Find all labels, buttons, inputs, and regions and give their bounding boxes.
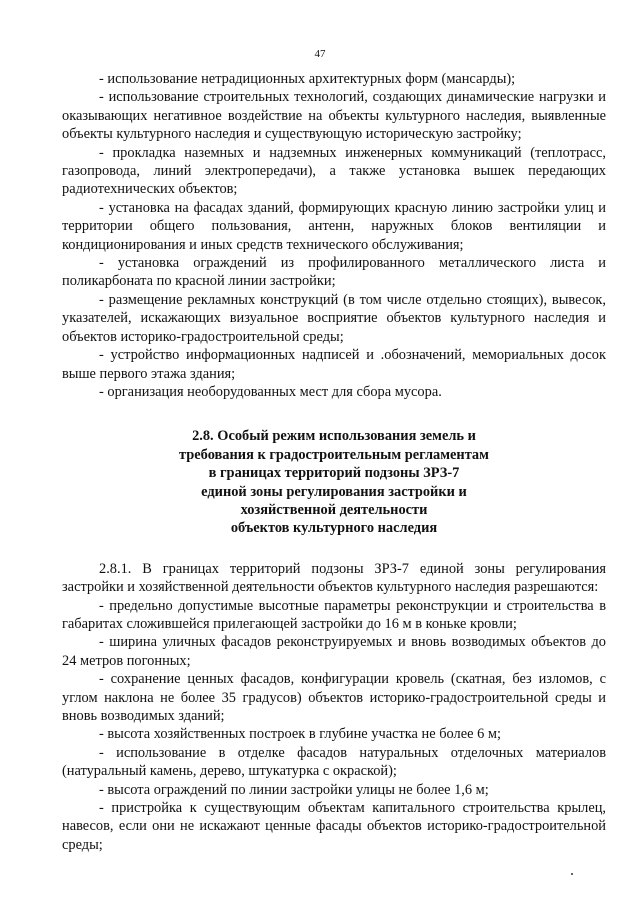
section-heading-line: хозяйственной деятельности — [240, 501, 428, 518]
list-item: - использование в отделке фасадов натуральных отделочных материалов (натуральный камень, дерево, штукатурка с окраской); — [62, 744, 606, 780]
list-item: - высота хозяйственных построек в глубине участка не более 6 м; — [99, 726, 502, 743]
section-heading-line: объектов культурного наследия — [230, 520, 438, 537]
list-item: - сохранение ценных фасадов, конфигурации кровель (скатная, без изломов, с углом наклона не более 35 градусов) объектов историко-градостроительной среды и вновь возводимых зданий; — [62, 671, 606, 724]
list-item: - размещение рекламных конструкций (в том числе отдельно стоящих), вывесок, указателей, искажающих визуальное восприятие объектов культурного наследия и объектов историко-градостроительной среды; — [62, 291, 606, 345]
list-item: - высота ограждений по линии застройки улицы не более 1,6 м; — [99, 781, 489, 798]
scan-speck — [571, 873, 573, 875]
page-number: 47 — [314, 48, 326, 60]
list-item: - организация необорудованных мест для сбора мусора. — [99, 383, 442, 400]
list-item: - ширина уличных фасадов реконструируемых и вновь возводимых объектов до 24 метров погонных; — [62, 634, 606, 669]
list-item: - установка ограждений из профилированного металлического листа и поликарбоната по красной линии застройки; — [62, 255, 606, 290]
list-item: - использование нетрадиционных архитектурных форм (мансарды); — [99, 71, 516, 87]
section-heading-line: требования к градостроительным регламентам — [179, 446, 489, 463]
clause-intro: 2.8.1. В границах территорий подзоны ЗРЗ-7 единой зоны регулирования застройки и хозяйственной деятельности объектов культурного наследия разрешаются: — [62, 560, 606, 596]
section-heading-line: в границах территорий подзоны ЗРЗ-7 — [208, 465, 460, 482]
section-heading-line: единой зоны регулирования застройки и — [201, 483, 467, 500]
list-item: - пристройка к существующим объектам капитального строительства крылец, навесов, если они не искажают ценные фасады объектов историко-градостроительной среды; — [62, 800, 606, 853]
list-item: - устройство информационных надписей и .обозначений, мемориальных досок выше первого этажа здания; — [62, 347, 606, 382]
list-item: - прокладка наземных и надземных инженерных коммуникаций (теплотрасс, газопровода, линий электропередачи), а также установка вышек передающих радиотехнических объектов; — [62, 144, 606, 198]
section-heading — [62, 427, 606, 537]
list-item: - использование строительных технологий, создающих динамические нагрузки и оказывающих негативное воздействие на объекты культурного наследия, выявленные объекты культурного наследия и существующую историческую застройку; — [62, 89, 606, 143]
list-item: - установка на фасадах зданий, формирующих красную линию застройки улиц и территории общего пользования, антенн, наружных блоков вентиляции и кондиционирования и иных средств технического обслуживания; — [62, 199, 606, 253]
document-body — [62, 70, 606, 854]
section-heading-line: 2.8. Особый режим использования земель и — [192, 428, 476, 445]
list-item: - предельно допустимые высотные параметры реконструкции и строительства в габаритах сложившейся прилегающей застройки до 16 м в коньке кровли; — [62, 597, 606, 632]
